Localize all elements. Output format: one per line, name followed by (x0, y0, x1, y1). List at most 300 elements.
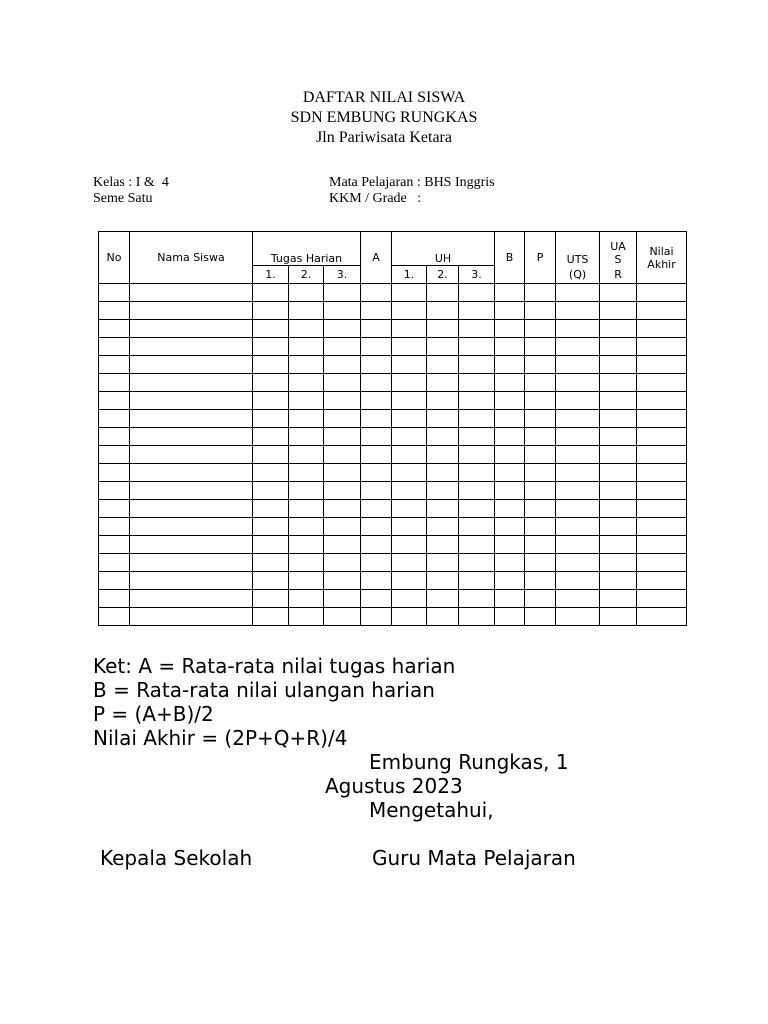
table-cell (130, 608, 253, 626)
table-cell (99, 536, 130, 554)
note-line-a: Ket: A = Rata-rata nilai tugas harian (93, 654, 456, 678)
table-cell (637, 284, 687, 302)
table-cell (361, 392, 392, 410)
table-cell (99, 446, 130, 464)
table-cell (556, 446, 600, 464)
table-cell (361, 302, 392, 320)
table-cell (556, 410, 600, 428)
table-cell (459, 500, 495, 518)
date-text: Agustus 2023 (325, 774, 463, 798)
table-cell (324, 536, 361, 554)
table-cell (253, 500, 289, 518)
table-row (99, 392, 687, 410)
school-address: Jln Pariwisata Ketara (316, 129, 452, 146)
table-cell (495, 392, 525, 410)
table-cell (253, 428, 289, 446)
table-cell (289, 302, 324, 320)
table-cell (289, 500, 324, 518)
table-cell (324, 374, 361, 392)
table-row (99, 590, 687, 608)
table-cell (600, 284, 637, 302)
header-uas-line1: UA (610, 239, 626, 253)
table-cell (253, 608, 289, 626)
table-cell (427, 374, 459, 392)
table-cell (324, 464, 361, 482)
header-p: P (525, 232, 556, 284)
table-cell (459, 302, 495, 320)
note-line-p: P = (A+B)/2 (93, 702, 214, 726)
table-cell (525, 608, 556, 626)
table-cell (495, 536, 525, 554)
table-cell (495, 464, 525, 482)
table-row (99, 446, 687, 464)
table-cell (253, 446, 289, 464)
table-cell (600, 572, 637, 590)
table-cell (495, 320, 525, 338)
table-cell (459, 446, 495, 464)
table-cell (99, 320, 130, 338)
table-cell (556, 554, 600, 572)
table-cell (99, 464, 130, 482)
table-cell (130, 284, 253, 302)
subheader-tugas-1: 1. (253, 266, 289, 284)
table-cell (459, 410, 495, 428)
table-cell (392, 320, 427, 338)
table-cell (525, 572, 556, 590)
table-cell (289, 446, 324, 464)
table-cell (495, 518, 525, 536)
table-cell (459, 338, 495, 356)
table-cell (130, 590, 253, 608)
table-row (99, 284, 687, 302)
table-cell (361, 464, 392, 482)
table-cell (130, 302, 253, 320)
table-cell (600, 302, 637, 320)
table-cell (99, 500, 130, 518)
table-cell (600, 392, 637, 410)
table-cell (361, 356, 392, 374)
table-cell (130, 554, 253, 572)
table-cell (130, 518, 253, 536)
table-cell (289, 428, 324, 446)
table-cell (253, 302, 289, 320)
table-cell (459, 464, 495, 482)
table-cell (637, 428, 687, 446)
table-cell (361, 608, 392, 626)
table-cell (600, 338, 637, 356)
table-cell (525, 446, 556, 464)
table-cell (600, 536, 637, 554)
table-cell (459, 320, 495, 338)
table-cell (361, 518, 392, 536)
table-cell (556, 536, 600, 554)
subheader-tugas-3: 3. (324, 266, 361, 284)
table-cell (525, 554, 556, 572)
table-cell (459, 518, 495, 536)
acknowledge-text: Mengetahui, (369, 798, 494, 822)
table-row (99, 464, 687, 482)
table-cell (525, 500, 556, 518)
table-cell (253, 572, 289, 590)
table-cell (525, 428, 556, 446)
table-cell (392, 464, 427, 482)
table-row (99, 500, 687, 518)
notes-section (93, 654, 455, 750)
table-cell (361, 374, 392, 392)
semester-info: Seme Satu (93, 191, 153, 206)
table-cell (253, 320, 289, 338)
table-cell (427, 428, 459, 446)
table-cell (427, 608, 459, 626)
table-cell (324, 428, 361, 446)
table-cell (556, 284, 600, 302)
table-cell (361, 446, 392, 464)
table-cell (324, 572, 361, 590)
table-cell (392, 392, 427, 410)
table-cell (392, 572, 427, 590)
table-cell (324, 320, 361, 338)
table-cell (495, 284, 525, 302)
table-cell (392, 302, 427, 320)
table-cell (600, 410, 637, 428)
table-cell (324, 446, 361, 464)
table-cell (392, 284, 427, 302)
header-nilai-akhir (637, 232, 687, 284)
table-cell (525, 374, 556, 392)
table-cell (600, 464, 637, 482)
table-cell (427, 392, 459, 410)
table-cell (637, 608, 687, 626)
table-cell (99, 608, 130, 626)
table-row (99, 374, 687, 392)
table-row (99, 608, 687, 626)
table-cell (324, 410, 361, 428)
table-cell (130, 374, 253, 392)
table-cell (525, 536, 556, 554)
document-header (0, 88, 768, 148)
table-cell (253, 554, 289, 572)
table-cell (130, 536, 253, 554)
table-cell (289, 284, 324, 302)
table-cell (495, 500, 525, 518)
note-line-b: B = Rata-rata nilai ulangan harian (93, 678, 435, 702)
table-cell (600, 428, 637, 446)
table-cell (459, 284, 495, 302)
table-cell (427, 590, 459, 608)
table-cell (324, 518, 361, 536)
table-cell (459, 392, 495, 410)
table-cell (361, 482, 392, 500)
table-cell (99, 518, 130, 536)
table-cell (637, 356, 687, 374)
table-cell (600, 374, 637, 392)
table-cell (525, 284, 556, 302)
table-cell (600, 554, 637, 572)
table-cell (459, 428, 495, 446)
table-cell (495, 302, 525, 320)
table-cell (600, 446, 637, 464)
table-cell (253, 536, 289, 554)
table-cell (556, 356, 600, 374)
table-cell (637, 590, 687, 608)
table-cell (525, 392, 556, 410)
table-cell (495, 428, 525, 446)
table-cell (637, 536, 687, 554)
table-cell (525, 410, 556, 428)
subject-info: Mata Pelajaran : BHS Inggris (329, 175, 495, 190)
table-cell (361, 572, 392, 590)
table-cell (392, 410, 427, 428)
table-cell (427, 320, 459, 338)
table-cell (556, 464, 600, 482)
table-cell (130, 356, 253, 374)
table-cell (600, 608, 637, 626)
table-cell (289, 464, 324, 482)
table-cell (392, 554, 427, 572)
table-cell (361, 590, 392, 608)
table-cell (99, 392, 130, 410)
subheader-uh-3: 3. (459, 266, 495, 284)
table-cell (637, 500, 687, 518)
table-cell (427, 284, 459, 302)
table-cell (637, 302, 687, 320)
table-cell (392, 374, 427, 392)
header-row (99, 232, 687, 266)
table-cell (427, 572, 459, 590)
table-cell (289, 518, 324, 536)
table-cell (253, 338, 289, 356)
table-cell (459, 554, 495, 572)
table-row (99, 356, 687, 374)
table-body (99, 284, 687, 626)
table-cell (495, 338, 525, 356)
table-cell (99, 554, 130, 572)
table-cell (361, 320, 392, 338)
table-cell (130, 500, 253, 518)
table-cell (99, 482, 130, 500)
table-cell (99, 284, 130, 302)
table-cell (289, 482, 324, 500)
table-cell (361, 410, 392, 428)
table-cell (637, 464, 687, 482)
subheader-uts-q: (Q) (556, 266, 600, 284)
header-b: B (495, 232, 525, 284)
table-cell (637, 482, 687, 500)
table-cell (495, 356, 525, 374)
table-cell (99, 590, 130, 608)
table-cell (459, 608, 495, 626)
table-cell (324, 356, 361, 374)
table-cell (130, 482, 253, 500)
table-row (99, 338, 687, 356)
table-cell (361, 284, 392, 302)
grades-table (98, 231, 687, 626)
kkm-info: KKM / Grade : (329, 191, 422, 206)
table-cell (427, 338, 459, 356)
table-cell (130, 320, 253, 338)
table-cell (289, 410, 324, 428)
table-cell (556, 482, 600, 500)
table-cell (427, 482, 459, 500)
table-cell (130, 392, 253, 410)
table-cell (427, 554, 459, 572)
table-cell (600, 482, 637, 500)
table-cell (99, 572, 130, 590)
header-uts: UTS (556, 232, 600, 266)
table-cell (253, 482, 289, 500)
table-cell (495, 410, 525, 428)
place-text: Embung Rungkas, 1 (369, 750, 569, 774)
table-cell (253, 518, 289, 536)
table-cell (392, 518, 427, 536)
table-cell (253, 464, 289, 482)
table-cell (289, 608, 324, 626)
table-cell (99, 356, 130, 374)
table-cell (600, 320, 637, 338)
table-cell (637, 572, 687, 590)
table-cell (99, 428, 130, 446)
table-cell (525, 302, 556, 320)
table-cell (495, 482, 525, 500)
table-cell (427, 410, 459, 428)
table-cell (392, 446, 427, 464)
header-uas (600, 232, 637, 266)
table-cell (253, 410, 289, 428)
table-cell (392, 428, 427, 446)
school-name: SDN EMBUNG RUNGKAS (290, 109, 478, 126)
header-nilai-line1: Nilai (649, 244, 674, 258)
table-cell (324, 482, 361, 500)
table-cell (289, 374, 324, 392)
table-cell (324, 500, 361, 518)
table-row (99, 572, 687, 590)
table-row (99, 410, 687, 428)
table-cell (361, 338, 392, 356)
table-cell (130, 428, 253, 446)
table-cell (253, 284, 289, 302)
table-cell (637, 338, 687, 356)
table-cell (324, 392, 361, 410)
table-cell (459, 374, 495, 392)
table-cell (324, 608, 361, 626)
table-cell (324, 302, 361, 320)
table-row (99, 536, 687, 554)
note-line-final: Nilai Akhir = (2P+Q+R)/4 (93, 726, 348, 750)
table-cell (637, 554, 687, 572)
table-cell (525, 338, 556, 356)
table-cell (324, 590, 361, 608)
header-uas-line2: S (614, 252, 622, 266)
table-cell (459, 482, 495, 500)
table-cell (289, 392, 324, 410)
table-cell (392, 482, 427, 500)
table-cell (556, 590, 600, 608)
subheader-uh-1: 1. (392, 266, 427, 284)
table-cell (392, 500, 427, 518)
table-cell (289, 320, 324, 338)
table-cell (427, 464, 459, 482)
table-cell (556, 392, 600, 410)
table-cell (99, 374, 130, 392)
table-cell (459, 536, 495, 554)
header-no: No (99, 232, 130, 284)
table-cell (556, 608, 600, 626)
table-cell (289, 572, 324, 590)
table-cell (556, 500, 600, 518)
table-cell (253, 374, 289, 392)
table-cell (427, 500, 459, 518)
header-nama-siswa: Nama Siswa (130, 232, 253, 284)
teacher-signature-label: Guru Mata Pelajaran (372, 846, 576, 870)
document-title: DAFTAR NILAI SISWA (302, 89, 466, 106)
table-cell (392, 536, 427, 554)
table-cell (361, 536, 392, 554)
table-cell (289, 536, 324, 554)
header-tugas-harian: Tugas Harian (253, 232, 361, 266)
table-cell (324, 338, 361, 356)
table-cell (637, 392, 687, 410)
table-cell (99, 302, 130, 320)
table-cell (556, 320, 600, 338)
table-cell (459, 572, 495, 590)
header-a: A (361, 232, 392, 284)
table-row (99, 518, 687, 536)
table-cell (495, 590, 525, 608)
table-cell (99, 410, 130, 428)
table-cell (253, 392, 289, 410)
table-cell (459, 356, 495, 374)
table-cell (289, 590, 324, 608)
table-cell (556, 572, 600, 590)
table-row (99, 554, 687, 572)
table-cell (392, 356, 427, 374)
table-cell (99, 338, 130, 356)
table-cell (525, 356, 556, 374)
table-cell (130, 464, 253, 482)
table-cell (525, 590, 556, 608)
table-cell (495, 446, 525, 464)
table-cell (525, 464, 556, 482)
header-nilai-line2: Akhir (647, 257, 676, 271)
table-cell (525, 482, 556, 500)
table-cell (427, 536, 459, 554)
table-cell (361, 554, 392, 572)
table-cell (556, 518, 600, 536)
class-info: Kelas : I & 4 (93, 175, 169, 190)
table-cell (556, 374, 600, 392)
table-cell (324, 284, 361, 302)
table-cell (427, 302, 459, 320)
table-row (99, 302, 687, 320)
table-cell (556, 338, 600, 356)
subheader-uas-r: R (600, 266, 637, 284)
table-cell (253, 356, 289, 374)
table-cell (637, 374, 687, 392)
table-cell (600, 518, 637, 536)
table-cell (392, 590, 427, 608)
subheader-uh-2: 2. (427, 266, 459, 284)
table-cell (427, 356, 459, 374)
table-cell (600, 500, 637, 518)
table-cell (324, 554, 361, 572)
table-cell (495, 554, 525, 572)
table-cell (637, 320, 687, 338)
table-cell (361, 500, 392, 518)
table-cell (459, 590, 495, 608)
table-cell (637, 410, 687, 428)
table-cell (427, 518, 459, 536)
table-cell (525, 320, 556, 338)
